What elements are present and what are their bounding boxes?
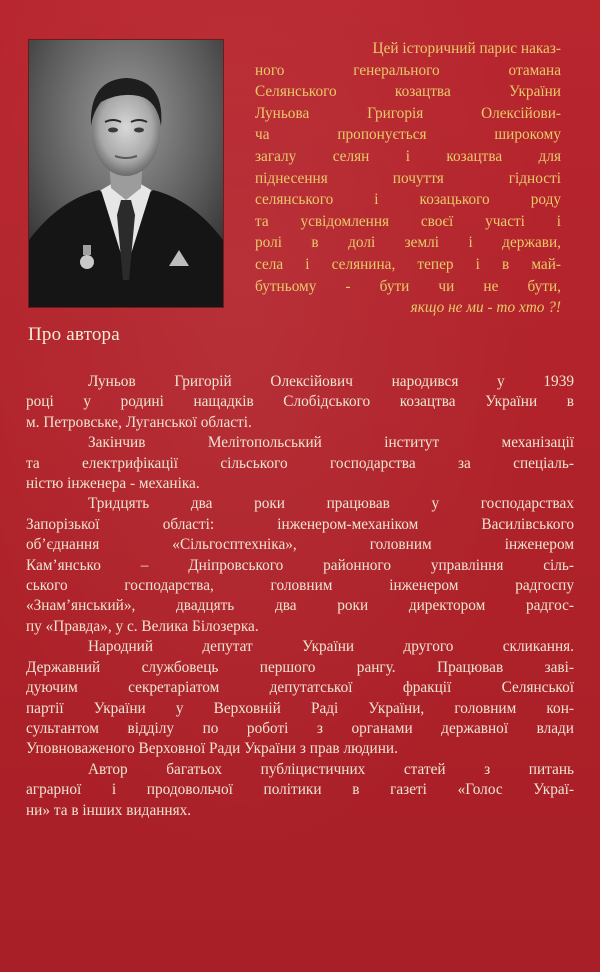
bio-line: ністю інженера - механіка. [26, 475, 200, 493]
blurb-line: ча пропонується широкому [255, 126, 561, 144]
blurb-line: піднесення почуття гідності [255, 169, 561, 187]
bio-line: сультантом відділу по роботі з органами державної влади [26, 719, 574, 737]
blurb-line: Селянського козацтва України [255, 83, 561, 101]
bio-line: Запорізької області: інженером-механіком Василівського [26, 515, 574, 533]
bio-line: пу «Правда», у с. Велика Білозерка. [26, 617, 259, 635]
bio-line: Тридцять два роки працював у господарствах [88, 495, 574, 513]
bio-line: об’єднання «Сільгосптехніка», головним інженером [26, 536, 574, 554]
book-blurb [255, 38, 561, 319]
blurb-line: селянського і козацького роду [255, 191, 561, 209]
bio-line: Кам’янсько – Дніпровського районного управління сіль- [26, 556, 574, 574]
blurb-line: Цей історичний парис наказ- [372, 40, 561, 57]
bio-line: аграрної і продовольчої політики в газеті «Голос Украї- [26, 781, 574, 799]
blurb-line: та усвідомлення своєї участі і [255, 212, 561, 230]
bio-line: м. Петровське, Луганської області. [26, 413, 252, 431]
blurb-line: села і селянина, тепер і в май- [255, 255, 561, 273]
about-author-heading: Про автора [28, 324, 120, 345]
bio-line: та електрифікації сільського господарства за спеціаль- [26, 454, 574, 472]
blurb-line: Луньова Григорія Олексійови- [255, 104, 561, 122]
author-photo [29, 40, 223, 307]
bio-line: Автор багатьох публіцистичних статей з питань [88, 760, 574, 778]
author-portrait-image [29, 40, 223, 307]
bio-line: ського господарства, головним інженером радгоспу [26, 577, 574, 595]
bio-line: Закінчив Мелітопольський інститут механізації [88, 434, 574, 452]
blurb-line: загалу селян і козацтва для [255, 147, 561, 165]
bio-line: Уповноваженого Верховної Ради України з прав людини. [26, 740, 398, 758]
blurb-closing-line: якщо не ми - то хто ?! [410, 299, 561, 317]
author-biography [26, 372, 574, 821]
bio-line: ни» та в інших виданнях. [26, 801, 192, 819]
bio-line: дуючим секретаріатом депутатської фракції Селянської [26, 679, 574, 697]
blurb-line: ного генерального отамана [255, 61, 561, 79]
bio-line: році у родині нащадків Слобідського козацтва України в [26, 393, 574, 411]
blurb-line: бутньому - бути чи не бути, [255, 277, 561, 295]
bio-line: Луньов Григорій Олексійович народився у 1939 [88, 373, 574, 390]
bio-line: Державний службовець першого рангу. Працював заві- [26, 658, 574, 676]
bio-line: Народний депутат України другого скликання. [88, 638, 574, 656]
bio-line: «Знам’янський», двадцять два роки директором радгос- [26, 597, 574, 615]
bio-line: партії України у Верховній Раді України, головним кон- [26, 699, 574, 717]
blurb-line: ролі в долі землі і держави, [255, 234, 561, 252]
